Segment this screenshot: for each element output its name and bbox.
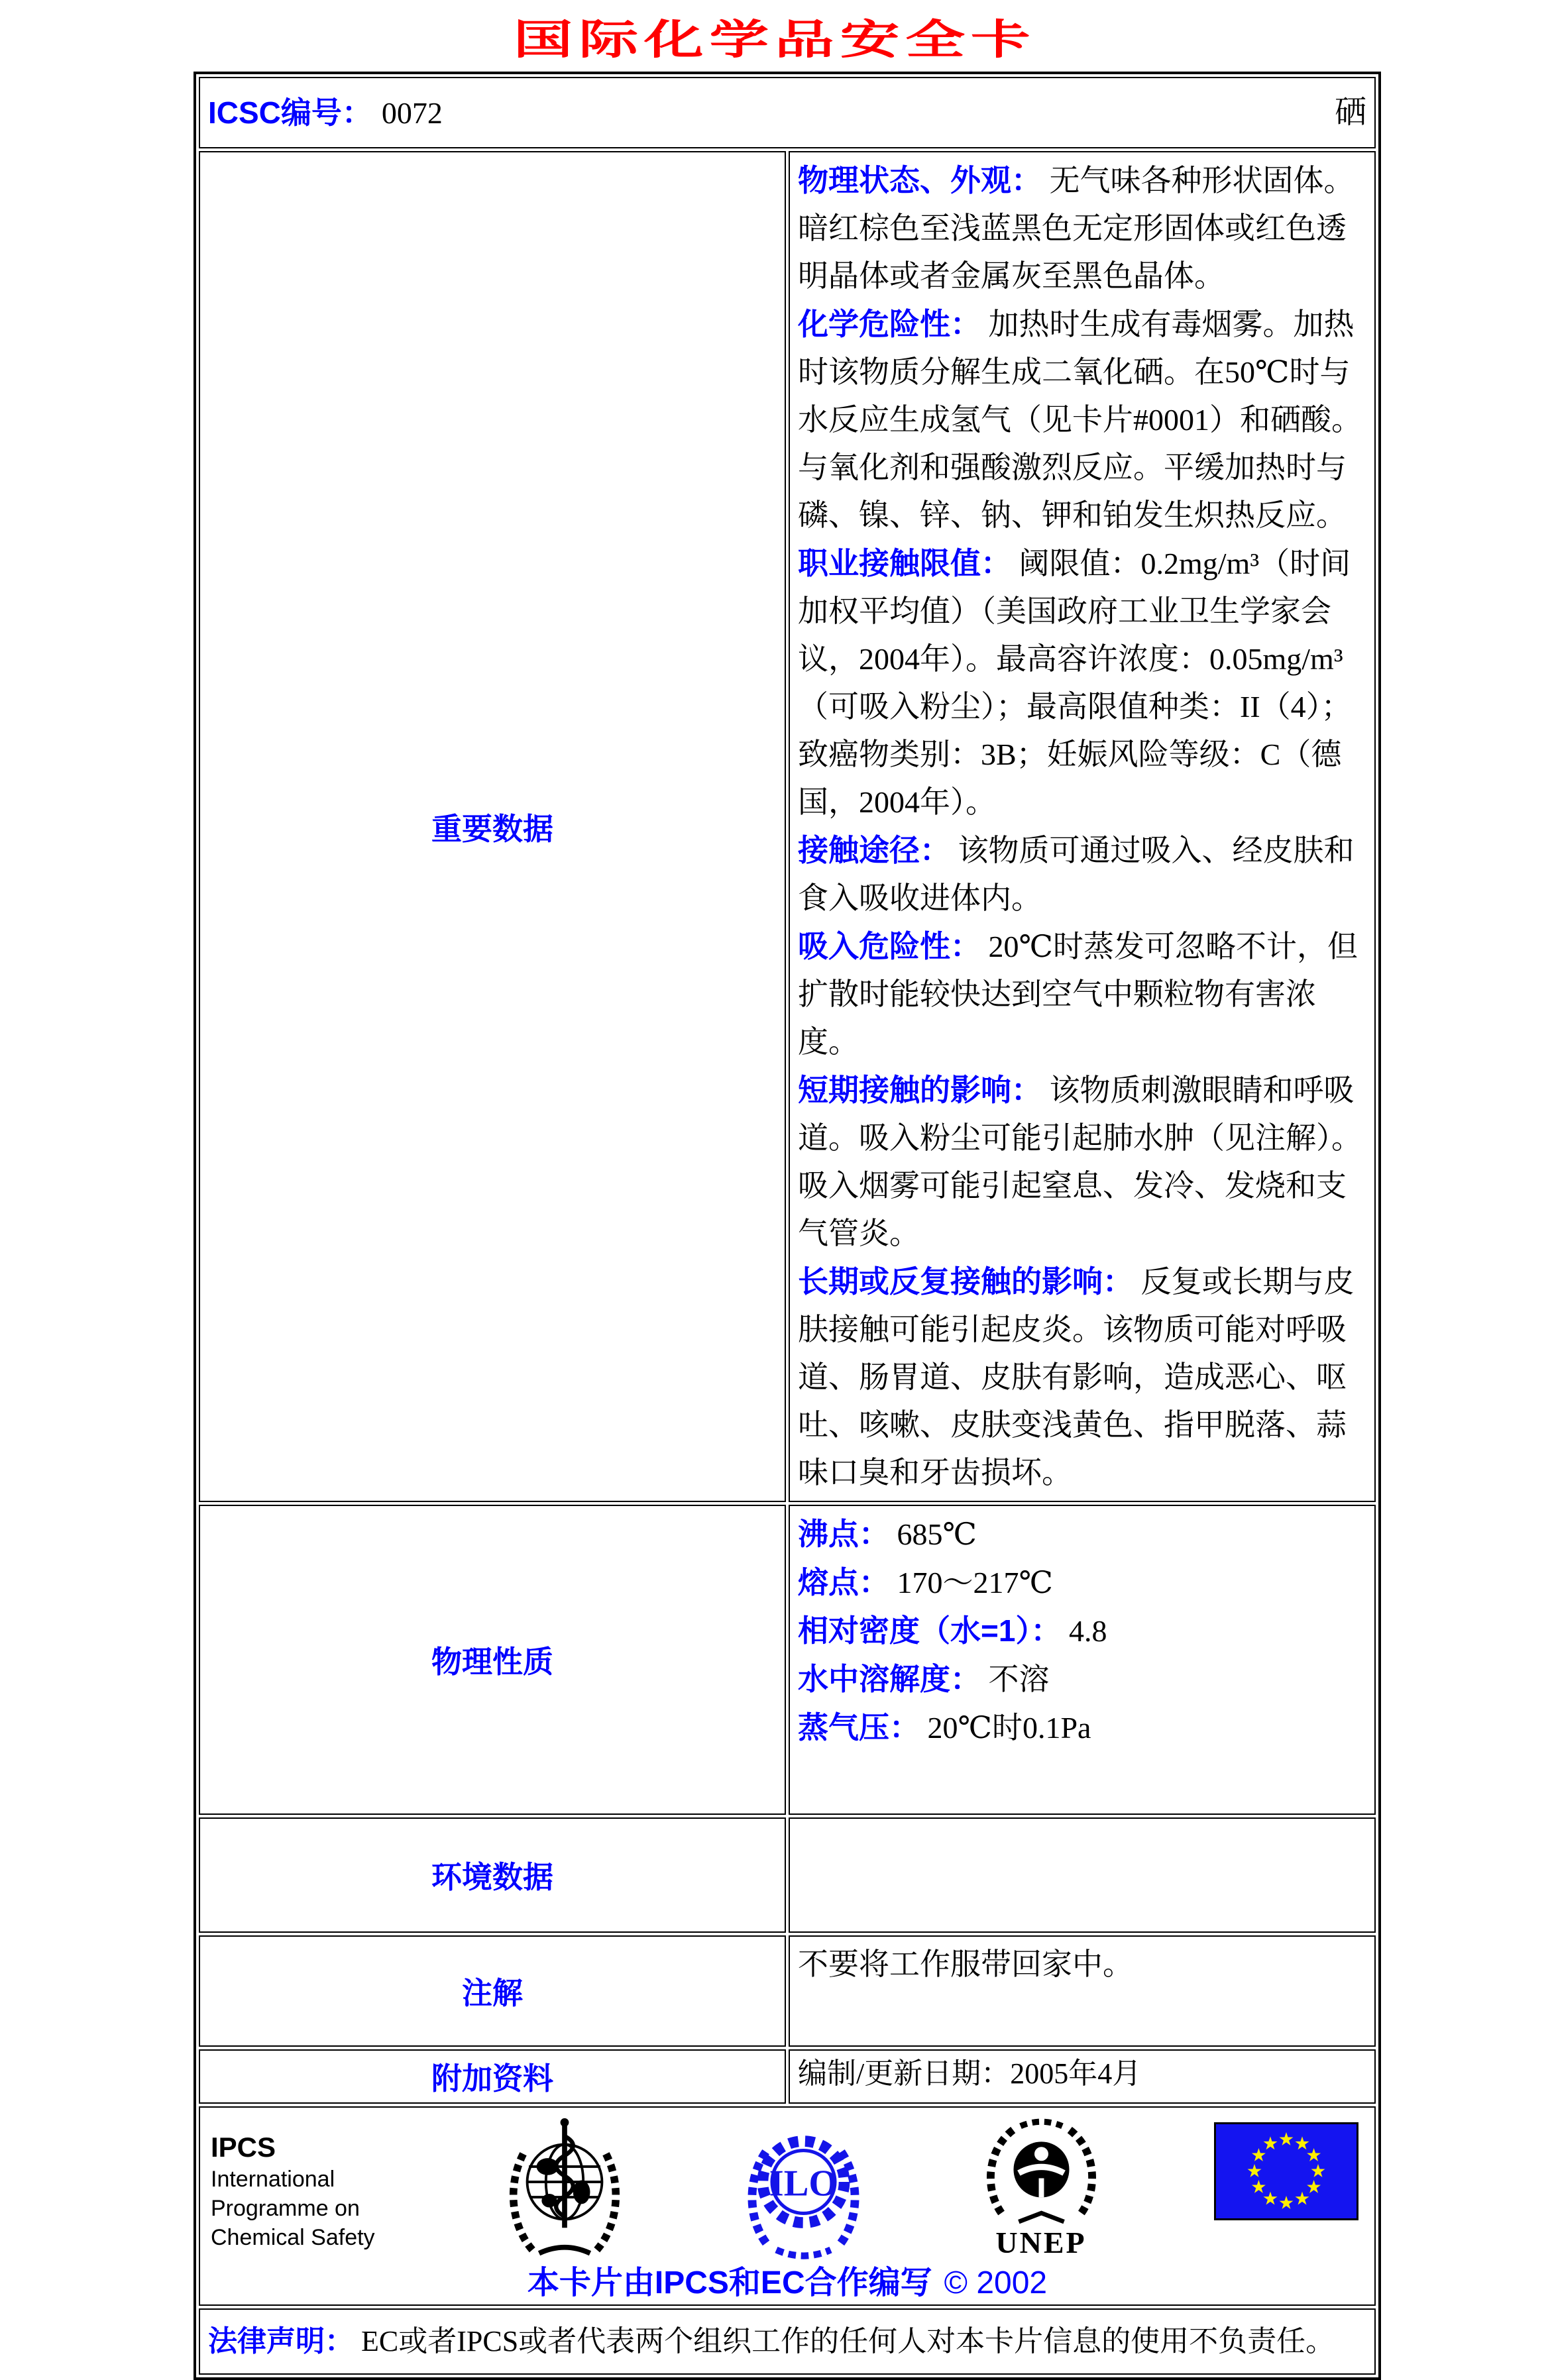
additional-info-label-cell [199,2049,786,2104]
important-data-item: 接触途径： 该物质可通过吸入、经皮肤和食入吸收进体内。 [798,833,1355,915]
ilo-logo-text: ILO [769,2163,838,2204]
legal-notice [208,2320,1366,2363]
important-data-item: 吸入危险性： 20℃时蒸发可忽略不计，但扩散时能较快达到空气中颗粒物有害浓度。 [798,929,1358,1059]
header-row [199,77,1376,148]
ilo-logo-icon [739,2116,868,2263]
ipcs-text-block [211,2116,390,2252]
physical-property-item: 熔点： 170～217℃ [798,1565,1053,1599]
unep-logo-icon [980,2116,1103,2230]
notes-label-cell [199,1935,786,2047]
logos-row [199,2106,1376,2306]
physical-properties-label-cell [199,1505,786,1815]
ipcs-line2: Programme on [211,2196,360,2221]
notes-row-label: 注解 [462,1976,523,2010]
chemical-name: 硒 [1334,95,1366,130]
ipcs-line3: Chemical Safety [211,2225,375,2250]
legal-notice-cell [199,2308,1376,2375]
notes-text: 不要将工作服带回家中。 [798,1947,1133,1981]
physical-property-item: 相对密度（水=1）： 4.8 [798,1613,1107,1648]
page-header [0,0,1550,70]
important-data-content-cell [789,151,1376,1502]
who-logo-icon [502,2116,628,2263]
notes-row [199,1935,1376,2047]
legal-notice-row [199,2308,1376,2375]
environmental-data-label-cell [199,1817,786,1933]
unep-logo-text: UNEP [995,2226,1087,2259]
physical-property-item: 蒸气压： 20℃时0.1Pa [798,1710,1091,1745]
environmental-data-content-cell [789,1817,1376,1933]
important-data-item: 短期接触的影响： 该物质刺激眼睛和呼吸道。吸入粉尘可能引起肺水肿（见注解）。吸入烟雾可能引起窒息、发冷、发烧和支气管炎。 [798,1073,1362,1250]
important-data-item: 长期或反复接触的影响： 反复或长期与皮肤接触可能引起皮炎。该物质可能对呼吸道、肠胃道、皮肤有影响，造成恶心、呕吐、咳嗽、皮肤变浅黄色、指甲脱落、蒜味口臭和牙齿损坏。 [798,1264,1355,1489]
logos-cell [199,2106,1376,2306]
additional-info-text: 编制/更新日期：2005年4月 [798,2057,1142,2090]
important-data-item: 物理状态、外观： 无气味各种形状固体。暗红棕色至浅蓝黑色无定形固体或红色透明晶体或者金属灰至黑色晶体。 [798,163,1355,293]
icsc-card-table [194,72,1381,2380]
additional-info-row [199,2049,1376,2104]
important-data-item: 化学危险性： 加热时生成有毒烟雾。加热时该物质分解生成二氧化硒。在50℃时与水反应生成氢气（见卡片#0001）和硒酸。与氧化剂和强酸激烈反应。平缓加热时与磷、镍、锌、钠、钾和铂发生炽热反应。 [798,307,1362,532]
copyright-text: © 2002 [944,2265,1048,2300]
important-data-row-label: 重要数据 [431,811,553,846]
legal-notice-text: EC或者IPCS或者代表两个组织工作的任何人对本卡片信息的使用不负责任。 [361,2325,1335,2357]
page-title: 国际化学品安全卡 [514,18,1036,63]
eu-flag-icon [1214,2122,1358,2224]
important-data-label-cell [199,151,786,1502]
notes-content-cell [789,1935,1376,2047]
physical-properties-content-cell [789,1505,1376,1815]
additional-info-content-cell [789,2049,1376,2104]
legal-notice-label: 法律声明： [208,2325,354,2357]
icsc-number-value: 0072 [381,95,443,130]
important-data-item: 职业接触限值： 阈限值：0.2mg/m³（时间加权平均值）（美国政府工业卫生学家会议，2004年）。最高容许浓度：0.05mg/m³（可吸入粉尘）；最高限值种类：II（4）；致癌物类别：3B；妊娠风险等级：C（德国，2004年）。 [798,546,1352,819]
environmental-data-row-label: 环境数据 [431,1860,553,1894]
icsc-number-label: ICSC编号： [208,95,372,130]
environmental-data-row [199,1817,1376,1933]
additional-info-row-label: 附加资料 [431,2061,553,2096]
ipcs-acronym: IPCS [211,2132,276,2163]
header-cell [199,77,1376,148]
physical-properties-row-label: 物理性质 [431,1645,553,1679]
cooperation-caption [207,2265,1368,2302]
important-data-row [199,151,1376,1502]
physical-property-item: 水中溶解度： 不溶 [798,1662,1050,1696]
ipcs-line1: International [211,2167,335,2192]
icsc-number-group [208,87,443,139]
cooperation-caption-text: 本卡片由IPCS和EC合作编写 [527,2265,932,2300]
physical-property-item: 沸点： 685℃ [798,1517,977,1551]
physical-properties-row [199,1505,1376,1815]
unep-logo-block [980,2116,1103,2259]
